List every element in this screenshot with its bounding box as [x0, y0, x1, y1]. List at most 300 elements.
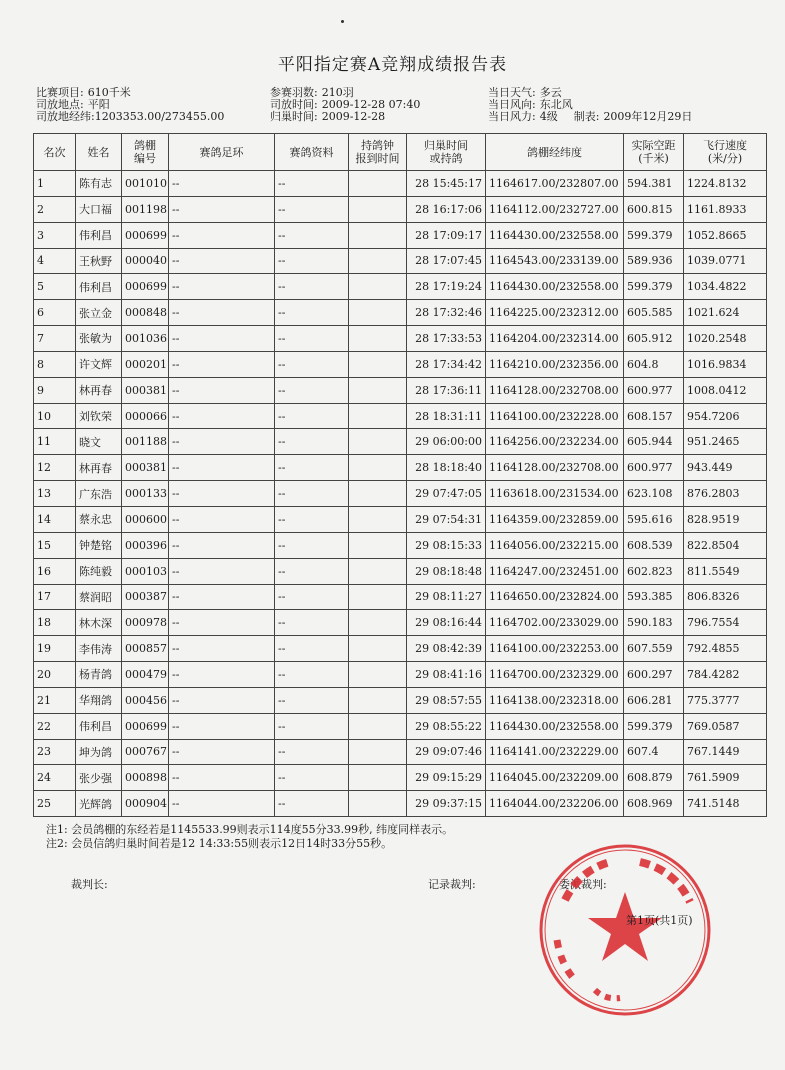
table-cell: 000699	[122, 274, 169, 300]
table-cell: 19	[34, 636, 76, 662]
table-cell: 29 08:41:16	[407, 662, 486, 688]
column-header: 鸽棚经纬度	[486, 134, 624, 171]
table-cell: 1224.8132	[684, 171, 767, 197]
column-header: 归巢时间 或持鸽	[407, 134, 486, 171]
table-cell: --	[275, 274, 349, 300]
table-cell	[349, 171, 407, 197]
header-col-1	[36, 87, 224, 123]
table-cell: 000381	[122, 455, 169, 481]
table-cell: --	[275, 739, 349, 765]
table-cell: 000103	[122, 558, 169, 584]
table-cell: 608.879	[624, 765, 684, 791]
table-cell: 822.8504	[684, 532, 767, 558]
table-cell: 18	[34, 610, 76, 636]
table-cell: 000456	[122, 687, 169, 713]
table-cell: 1008.0412	[684, 377, 767, 403]
table-cell: 1164204.00/232314.00	[486, 326, 624, 352]
table-header-row	[34, 134, 767, 171]
table-cell: --	[169, 455, 275, 481]
table-cell: 29 07:54:31	[407, 506, 486, 532]
table-cell: 000904	[122, 791, 169, 817]
table-row	[34, 506, 767, 532]
table-cell: 10	[34, 403, 76, 429]
table-cell: --	[169, 171, 275, 197]
table-cell: 29 06:00:00	[407, 429, 486, 455]
table-cell	[349, 429, 407, 455]
table-cell: 000898	[122, 765, 169, 791]
table-cell: --	[275, 584, 349, 610]
table-cell: 599.379	[624, 274, 684, 300]
table-cell: 000133	[122, 481, 169, 507]
table-cell: 25	[34, 791, 76, 817]
table-cell	[349, 196, 407, 222]
table-cell: 许文辉	[76, 351, 122, 377]
header-item-entries: 参赛羽数: 210羽	[270, 86, 354, 99]
table-cell	[349, 274, 407, 300]
table-cell: 806.8326	[684, 584, 767, 610]
table-cell: --	[275, 196, 349, 222]
note-2: 注2: 会员信鸽归巢时间若是12 14:33:55则表示12日14时33分55秒。	[46, 837, 393, 850]
table-cell: --	[169, 222, 275, 248]
table-cell: 16	[34, 558, 76, 584]
table-cell: 9	[34, 377, 76, 403]
header-col-3	[488, 87, 692, 123]
table-cell: 张立金	[76, 300, 122, 326]
table-cell: 1	[34, 171, 76, 197]
table-cell: 王秋野	[76, 248, 122, 274]
table-cell	[349, 222, 407, 248]
table-cell: --	[275, 403, 349, 429]
table-cell: 28 17:07:45	[407, 248, 486, 274]
table-cell: --	[275, 506, 349, 532]
table-cell: 000387	[122, 584, 169, 610]
table-cell: 刘钦荣	[76, 403, 122, 429]
table-row	[34, 662, 767, 688]
table-cell: 000040	[122, 248, 169, 274]
committee-referee-label: 委派裁判:	[559, 878, 607, 891]
table-cell: --	[169, 584, 275, 610]
table-cell: 606.281	[624, 687, 684, 713]
table-row	[34, 429, 767, 455]
table-cell: 陈有志	[76, 171, 122, 197]
table-cell: --	[169, 326, 275, 352]
table-cell: 000600	[122, 506, 169, 532]
table-cell: 1164141.00/232229.00	[486, 739, 624, 765]
table-cell: 784.4282	[684, 662, 767, 688]
table-cell: 29 07:47:05	[407, 481, 486, 507]
table-cell: 1039.0771	[684, 248, 767, 274]
table-row	[34, 455, 767, 481]
table-cell: 000201	[122, 351, 169, 377]
table-cell	[349, 584, 407, 610]
table-cell: 28 16:17:06	[407, 196, 486, 222]
table-cell: 23	[34, 739, 76, 765]
table-cell: --	[275, 610, 349, 636]
table-cell: --	[169, 687, 275, 713]
table-cell: 29 08:57:55	[407, 687, 486, 713]
table-cell: 8	[34, 351, 76, 377]
table-cell: --	[169, 429, 275, 455]
table-cell: 伟利昌	[76, 222, 122, 248]
column-header: 姓名	[76, 134, 122, 171]
table-cell: 1164128.00/232708.00	[486, 455, 624, 481]
table-cell: 1164056.00/232215.00	[486, 532, 624, 558]
table-cell: 595.616	[624, 506, 684, 532]
table-row	[34, 558, 767, 584]
table-cell: 28 15:45:17	[407, 171, 486, 197]
table-cell: 594.381	[624, 171, 684, 197]
table-row	[34, 403, 767, 429]
table-cell: 000978	[122, 610, 169, 636]
table-row	[34, 739, 767, 765]
table-cell	[349, 713, 407, 739]
notes	[46, 823, 453, 851]
table-row	[34, 196, 767, 222]
table-cell: --	[169, 610, 275, 636]
table-cell: 1164256.00/232234.00	[486, 429, 624, 455]
table-row	[34, 687, 767, 713]
table-row	[34, 713, 767, 739]
table-cell: 坤为鸽	[76, 739, 122, 765]
table-cell: 954.7206	[684, 403, 767, 429]
table-cell: --	[169, 196, 275, 222]
table-cell: 1034.4822	[684, 274, 767, 300]
table-cell: --	[169, 791, 275, 817]
table-cell: 000066	[122, 403, 169, 429]
table-cell: 12	[34, 455, 76, 481]
table-cell: --	[169, 248, 275, 274]
table-cell: 15	[34, 532, 76, 558]
table-cell: 1164044.00/232206.00	[486, 791, 624, 817]
table-cell: --	[275, 532, 349, 558]
made-label: 制表:	[573, 110, 600, 123]
table-cell: 769.0587	[684, 713, 767, 739]
table-cell	[349, 481, 407, 507]
table-cell	[349, 455, 407, 481]
table-cell: 21	[34, 687, 76, 713]
column-header: 持鸽钟 报到时间	[349, 134, 407, 171]
table-cell: 4	[34, 248, 76, 274]
table-cell: 001188	[122, 429, 169, 455]
table-row	[34, 248, 767, 274]
table-cell: 广东浩	[76, 481, 122, 507]
table-cell: 000479	[122, 662, 169, 688]
table-cell: 22	[34, 713, 76, 739]
table-cell: 1164045.00/232209.00	[486, 765, 624, 791]
table-cell	[349, 377, 407, 403]
header-item-wind-direction: 当日风向: 东北风	[488, 98, 573, 111]
table-cell: --	[169, 558, 275, 584]
table-cell: 1164617.00/232807.00	[486, 171, 624, 197]
table-cell: 943.449	[684, 455, 767, 481]
table-cell: 811.5549	[684, 558, 767, 584]
table-cell: 3	[34, 222, 76, 248]
table-row	[34, 300, 767, 326]
table-cell: 29 08:55:22	[407, 713, 486, 739]
table-cell: --	[275, 377, 349, 403]
table-cell: 593.385	[624, 584, 684, 610]
table-cell: 589.936	[624, 248, 684, 274]
table-cell: 1164543.00/233139.00	[486, 248, 624, 274]
table-cell: 000848	[122, 300, 169, 326]
table-cell: 蔡永忠	[76, 506, 122, 532]
table-cell: --	[169, 713, 275, 739]
table-cell: --	[275, 791, 349, 817]
header-item-weather: 当日天气: 多云	[488, 86, 562, 99]
table-cell: 1164650.00/232824.00	[486, 584, 624, 610]
table-cell: 1164138.00/232318.00	[486, 687, 624, 713]
table-cell: 607.559	[624, 636, 684, 662]
table-cell: 741.5148	[684, 791, 767, 817]
column-header: 赛鸽资料	[275, 134, 349, 171]
table-cell: 1164100.00/232228.00	[486, 403, 624, 429]
table-cell: 华翔鸽	[76, 687, 122, 713]
chief-referee-label: 裁判长:	[71, 878, 108, 891]
table-cell: 29 08:11:27	[407, 584, 486, 610]
table-cell: 7	[34, 326, 76, 352]
page-number: 第1页(共1页)	[626, 914, 693, 927]
table-cell: --	[275, 636, 349, 662]
recorder-referee-label: 记录裁判:	[428, 878, 476, 891]
table-cell: --	[275, 481, 349, 507]
table-cell: 1020.2548	[684, 326, 767, 352]
table-cell: 17	[34, 584, 76, 610]
column-header: 赛鸽足环	[169, 134, 275, 171]
table-cell: 1164247.00/232451.00	[486, 558, 624, 584]
table-cell: 28 17:34:42	[407, 351, 486, 377]
table-cell: 29 08:42:39	[407, 636, 486, 662]
table-row	[34, 171, 767, 197]
table-cell: 607.4	[624, 739, 684, 765]
table-cell: 29 09:15:29	[407, 765, 486, 791]
table-cell: --	[169, 274, 275, 300]
table-cell: 24	[34, 765, 76, 791]
table-cell: 29 08:15:33	[407, 532, 486, 558]
note-1: 注1: 会员鸽棚的东经若是1145533.99则表示114度55分33.99秒, 纬度同样表示。	[46, 823, 454, 836]
header-item-release-coords: 司放地经纬:1203353.00/273455.00	[36, 110, 225, 123]
header-item-release-time: 司放时间: 2009-12-28 07:40	[270, 98, 421, 111]
table-row	[34, 532, 767, 558]
table-cell: 608.969	[624, 791, 684, 817]
table-cell: 600.815	[624, 196, 684, 222]
table-cell: --	[275, 351, 349, 377]
column-header: 鸽棚 编号	[122, 134, 169, 171]
table-cell: 767.1449	[684, 739, 767, 765]
table-cell: 623.108	[624, 481, 684, 507]
table-cell: 605.585	[624, 300, 684, 326]
table-row	[34, 791, 767, 817]
table-cell: --	[169, 532, 275, 558]
table-cell: 775.3777	[684, 687, 767, 713]
table-cell	[349, 403, 407, 429]
table-cell: 5	[34, 274, 76, 300]
table-cell: 28 17:19:24	[407, 274, 486, 300]
made-date: 2009年12月29日	[603, 110, 693, 123]
table-cell: 林木深	[76, 610, 122, 636]
table-row	[34, 610, 767, 636]
table-cell: 陈纯毅	[76, 558, 122, 584]
table-cell: 14	[34, 506, 76, 532]
table-cell: 1164225.00/232312.00	[486, 300, 624, 326]
table-cell: 1163618.00/231534.00	[486, 481, 624, 507]
table-cell: --	[275, 429, 349, 455]
table-cell: 蔡润昭	[76, 584, 122, 610]
table-cell: --	[275, 248, 349, 274]
column-header: 实际空距 (千米)	[624, 134, 684, 171]
table-cell	[349, 248, 407, 274]
table-cell: 000857	[122, 636, 169, 662]
table-cell: 604.8	[624, 351, 684, 377]
table-cell: --	[275, 300, 349, 326]
table-cell	[349, 687, 407, 713]
table-cell: --	[169, 351, 275, 377]
column-header: 飞行速度 (米/分)	[684, 134, 767, 171]
table-cell: 1164700.00/232329.00	[486, 662, 624, 688]
header-item-event: 比赛项目: 610千米	[36, 86, 131, 99]
table-cell: --	[169, 300, 275, 326]
table-row	[34, 377, 767, 403]
table-cell: 11	[34, 429, 76, 455]
table-cell: 828.9519	[684, 506, 767, 532]
table-cell: 605.912	[624, 326, 684, 352]
table-cell: --	[169, 662, 275, 688]
table-cell: 000381	[122, 377, 169, 403]
table-cell	[349, 739, 407, 765]
table-cell: --	[275, 662, 349, 688]
table-cell	[349, 506, 407, 532]
table-cell: 1164702.00/233029.00	[486, 610, 624, 636]
table-cell: 29 08:16:44	[407, 610, 486, 636]
table-cell: 605.944	[624, 429, 684, 455]
table-cell	[349, 636, 407, 662]
table-cell: 13	[34, 481, 76, 507]
table-cell: --	[169, 403, 275, 429]
table-cell: 伟利昌	[76, 713, 122, 739]
table-cell: 599.379	[624, 713, 684, 739]
table-cell: 1052.8665	[684, 222, 767, 248]
official-seal-stamp	[535, 840, 715, 1020]
table-cell: 28 18:31:11	[407, 403, 486, 429]
table-cell: --	[275, 558, 349, 584]
table-cell: --	[275, 713, 349, 739]
table-cell: --	[169, 636, 275, 662]
table-cell: 1164430.00/232558.00	[486, 274, 624, 300]
table-cell: 590.183	[624, 610, 684, 636]
table-cell: 001010	[122, 171, 169, 197]
table-cell: 1164100.00/232253.00	[486, 636, 624, 662]
table-cell: --	[275, 326, 349, 352]
table-cell	[349, 326, 407, 352]
table-cell: --	[275, 171, 349, 197]
table-cell	[349, 662, 407, 688]
table-cell: 1016.9834	[684, 351, 767, 377]
table-cell: 000699	[122, 713, 169, 739]
table-cell: --	[275, 687, 349, 713]
column-header: 名次	[34, 134, 76, 171]
table-cell: 钟楚铭	[76, 532, 122, 558]
table-cell: 1164430.00/232558.00	[486, 713, 624, 739]
table-cell: 796.7554	[684, 610, 767, 636]
table-cell: 29 09:37:15	[407, 791, 486, 817]
table-cell: 792.4855	[684, 636, 767, 662]
table-cell: 伟利昌	[76, 274, 122, 300]
table-row	[34, 765, 767, 791]
table-row	[34, 584, 767, 610]
table-cell: 28 18:18:40	[407, 455, 486, 481]
table-cell: 1021.624	[684, 300, 767, 326]
table-cell: --	[169, 506, 275, 532]
table-cell	[349, 791, 407, 817]
header-item-release-site: 司放地点: 平阳	[36, 98, 110, 111]
table-cell: 张少强	[76, 765, 122, 791]
table-cell: 608.157	[624, 403, 684, 429]
table-row	[34, 636, 767, 662]
table-cell: 1164430.00/232558.00	[486, 222, 624, 248]
table-cell: 600.977	[624, 455, 684, 481]
scan-dot	[341, 20, 344, 23]
table-cell: --	[169, 481, 275, 507]
table-cell: --	[275, 455, 349, 481]
table-cell: 608.539	[624, 532, 684, 558]
report-title: 平阳指定赛A竞翔成绩报告表	[277, 55, 508, 75]
table-cell: 000767	[122, 739, 169, 765]
table-cell: 张敏为	[76, 326, 122, 352]
table-cell: 001198	[122, 196, 169, 222]
table-cell: 28 17:32:46	[407, 300, 486, 326]
table-cell: 28 17:36:11	[407, 377, 486, 403]
table-cell: 杨青鸽	[76, 662, 122, 688]
table-cell: 602.823	[624, 558, 684, 584]
table-cell	[349, 765, 407, 791]
header-item-wind-force: 当日风力: 4级 制表: 2009年12月29日	[488, 110, 693, 123]
table-cell: 6	[34, 300, 76, 326]
table-cell: 001036	[122, 326, 169, 352]
table-cell: 000396	[122, 532, 169, 558]
table-cell: 600.977	[624, 377, 684, 403]
table-cell	[349, 610, 407, 636]
table-cell	[349, 351, 407, 377]
table-cell: 20	[34, 662, 76, 688]
table-cell: 29 08:18:48	[407, 558, 486, 584]
header-col-2	[270, 87, 420, 123]
table-cell: 599.379	[624, 222, 684, 248]
table-cell: 李伟涛	[76, 636, 122, 662]
table-cell: --	[169, 739, 275, 765]
table-cell: 2	[34, 196, 76, 222]
table-row	[34, 274, 767, 300]
table-cell: 951.2465	[684, 429, 767, 455]
table-cell: 林再春	[76, 377, 122, 403]
table-cell	[349, 532, 407, 558]
table-row	[34, 351, 767, 377]
header-item-return-date: 归巢时间: 2009-12-28	[270, 110, 386, 123]
results-table	[33, 133, 767, 817]
table-cell: 1161.8933	[684, 196, 767, 222]
table-cell: 大口福	[76, 196, 122, 222]
table-cell: 林再春	[76, 455, 122, 481]
table-cell: 晓文	[76, 429, 122, 455]
table-cell: --	[275, 222, 349, 248]
table-cell: 28 17:09:17	[407, 222, 486, 248]
table-cell: 600.297	[624, 662, 684, 688]
table-row	[34, 326, 767, 352]
table-cell: --	[169, 765, 275, 791]
table-row	[34, 222, 767, 248]
table-cell: 000699	[122, 222, 169, 248]
table-cell: --	[275, 765, 349, 791]
table-cell: --	[169, 377, 275, 403]
table-cell: 1164359.00/232859.00	[486, 506, 624, 532]
